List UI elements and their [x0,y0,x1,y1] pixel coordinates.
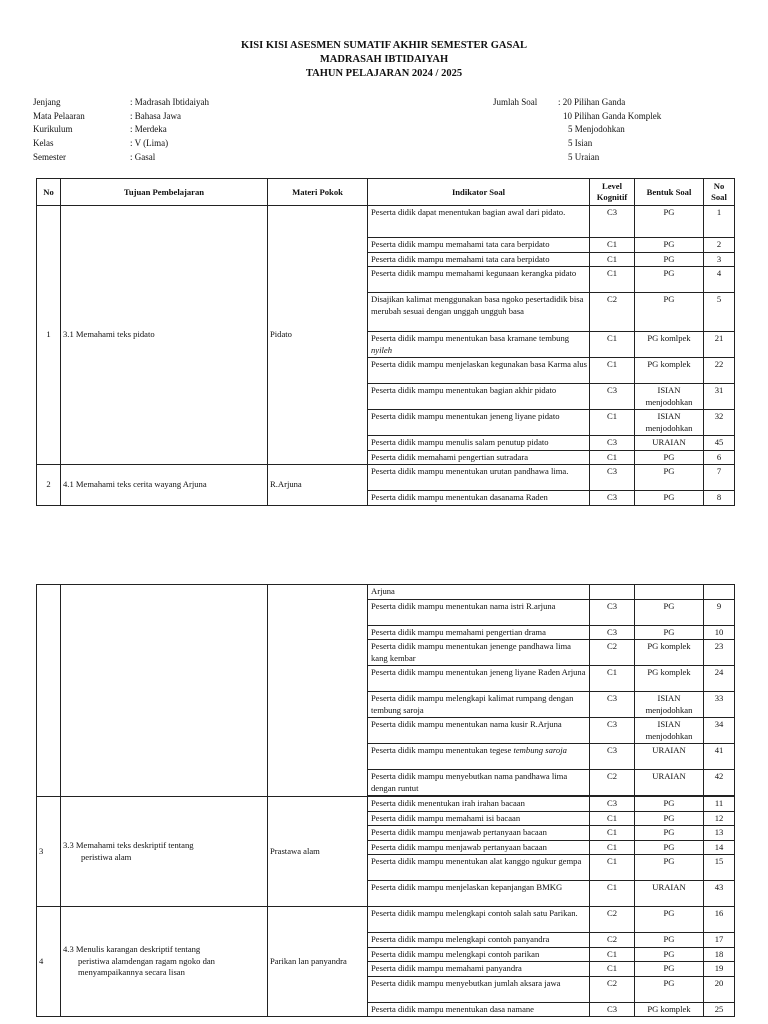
header-bentuk: Bentuk Soal [635,179,704,206]
nosoal-cell: 20 [704,976,735,1002]
meta-jumlah-soal-values [558,96,661,165]
nosoal-cell: 1 [704,206,735,238]
table-row [37,465,735,491]
table-row [37,206,735,238]
level-cell: C1 [590,840,635,855]
nosoal-cell: 33 [704,692,735,718]
kisi-kisi-table-page-1 [36,178,735,506]
header-nosoal [704,179,735,206]
indikator-cell: Peserta didik mampu melengkapi contoh salah satu Parikan. [368,907,590,933]
meta-jumlah-soal-label: Jumlah Soal [493,97,538,107]
nosoal-cell: 15 [704,855,735,881]
level-cell: C1 [590,410,635,436]
nosoal-cell: 22 [704,358,735,384]
table-row [37,907,735,933]
group-2-tujuan: 4.1 Memahami teks cerita wayang Arjuna [61,465,268,506]
group-4-tujuan-line-1: 4.3 Menulis karangan deskriptif tentang [63,944,201,955]
nosoal-cell: 4 [704,267,735,293]
level-cell: C1 [590,947,635,962]
bentuk-cell: PG [635,450,704,465]
nosoal-cell: 19 [704,962,735,977]
bentuk-cell: PG komplek [635,640,704,666]
bentuk-cell: PG [635,855,704,881]
group-2-no: 2 [37,465,61,506]
indikator-text: Peserta didik mampu menentukan basa kramane tembung [371,333,570,343]
indikator-cell: Peserta didik mampu melengkapi kalimat rumpang dengan tembung saroja [368,692,590,718]
level-cell: C3 [590,465,635,491]
nosoal-cell: 7 [704,465,735,491]
title-line-3: TAHUN PELAJARAN 2024 / 2025 [305,68,463,79]
bentuk-cell: PG [635,933,704,948]
group-3-tujuan [61,797,268,907]
nosoal-cell: 17 [704,933,735,948]
level-cell: C1 [590,666,635,692]
indikator-cell: Peserta didik mampu menulis salam penutup pidato [368,436,590,451]
level-cell: C3 [590,491,635,506]
indikator-cell: Peserta didik mampu menentukan urutan pandhawa lima. [368,465,590,491]
meta-value-kelas: : V (Lima) [130,138,169,149]
header-no: No [37,179,61,206]
indikator-italic-text: tembung saroja [513,745,567,755]
level-cell: C2 [590,640,635,666]
level-cell: C2 [590,907,635,933]
title-line-2: MADRASAH IBTIDAIYAH [319,54,449,65]
bentuk-cell: PG [635,491,704,506]
indikator-cell [368,744,590,770]
indikator-cell: Peserta didik mampu menentukan jenenge pandhawa lima kang kembar [368,640,590,666]
indikator-cell: Peserta didik mampu menentukan nama istri R.arjuna [368,599,590,625]
bentuk-cell: ISIAN menjodohkan [635,410,704,436]
level-cell: C3 [590,436,635,451]
group-3-materi: Prastawa alam [268,797,368,907]
bentuk-cell: PG komplek [635,1002,704,1017]
bentuk-cell: PG [635,826,704,841]
indikator-cell: Peserta didik menentukan irah irahan bacaan [368,797,590,812]
level-cell: C3 [590,692,635,718]
indikator-cell: Peserta didik mampu memahami isi bacaan [368,811,590,826]
group-3-tujuan-line-2: peristiwa alam [81,851,132,862]
bentuk-cell: PG komplek [635,666,704,692]
bentuk-cell: PG [635,267,704,293]
meta-labels [33,96,85,165]
level-cell: C3 [590,1002,635,1017]
indikator-cell: Peserta didik mampu melengkapi contoh parikan [368,947,590,962]
level-cell: C3 [590,599,635,625]
level-cell: C3 [590,744,635,770]
indikator-cell: Peserta didik mampu menjawab pertanyaan bacaan [368,840,590,855]
level-cell: C1 [590,811,635,826]
nosoal-cell: 6 [704,450,735,465]
bentuk-cell: PG [635,206,704,238]
level-cell: C1 [590,962,635,977]
nosoal-cell: 34 [704,718,735,744]
bentuk-cell: PG [635,976,704,1002]
bentuk-cell: PG [635,465,704,491]
meta-value-kurikulum: : Merdeka [130,124,167,135]
nosoal-cell: 3 [704,252,735,267]
group-1-tujuan: 3.1 Memahami teks pidato [61,206,268,465]
indikator-cell: Peserta didik mampu menjawab pertanyaan bacaan [368,826,590,841]
group-2-cont-no [37,585,61,797]
header-nosoal-1: No [713,181,725,191]
header-nosoal-2: Soal [711,192,727,202]
group-1-no: 1 [37,206,61,465]
indikator-cell: Peserta didik mampu memahami kegunaan kerangka pidato [368,267,590,293]
level-cell: C1 [590,332,635,358]
meta-values [130,96,209,165]
bentuk-cell: PG [635,625,704,640]
bentuk-cell: ISIAN menjodohkan [635,718,704,744]
table-header-row [37,179,735,206]
group-4-no: 4 [37,907,61,1017]
bentuk-cell: URAIAN [635,770,704,796]
header-indikator: Indikator Soal [368,179,590,206]
level-cell: C1 [590,238,635,253]
nosoal-cell: 16 [704,907,735,933]
nosoal-cell: 32 [704,410,735,436]
kisi-kisi-table-page-2 [36,584,735,1017]
indikator-cell: Peserta didik mampu menentukan nama kusir R.Arjuna [368,718,590,744]
level-cell: C1 [590,252,635,267]
group-3-no: 3 [37,797,61,907]
header-level-2: Kognitif [596,192,628,202]
indikator-cell: Peserta didik mampu menentukan bagian akhir pidato [368,384,590,410]
nosoal-cell: 43 [704,881,735,907]
meta-value-jenjang: : Madrasah Ibtidaiyah [130,97,209,107]
indikator-italic-text: nyileh [371,344,392,355]
indikator-cell: Arjuna [368,585,590,600]
bentuk-cell: PG [635,293,704,332]
level-cell: C1 [590,267,635,293]
level-cell: C2 [590,976,635,1002]
jumlah-soal-isian: 5 Isian [568,138,593,149]
bentuk-cell: PG [635,962,704,977]
nosoal-cell [704,585,735,600]
level-cell: C1 [590,855,635,881]
nosoal-cell: 9 [704,599,735,625]
level-cell: C2 [590,770,635,796]
level-cell: C3 [590,625,635,640]
nosoal-cell: 45 [704,436,735,451]
nosoal-cell: 2 [704,238,735,253]
table-row [37,797,735,812]
indikator-cell: Peserta didik mampu memahami panyandra [368,962,590,977]
bentuk-cell: PG [635,907,704,933]
bentuk-cell: PG [635,599,704,625]
meta-value-semester: : Gasal [130,151,156,162]
indikator-cell: Peserta didik mampu menjelaskan kegunakan basa Karma alus [368,358,590,384]
bentuk-cell: URAIAN [635,881,704,907]
group-4-tujuan-line-3: menyampaikannya secara lisan [78,967,185,978]
group-2-cont-tujuan [61,585,268,797]
group-1-materi: Pidato [268,206,368,465]
group-3-tujuan-line-1: 3.3 Memahami teks deskriptif tentang [63,840,194,850]
bentuk-cell: ISIAN menjodohkan [635,384,704,410]
group-4-tujuan [61,907,268,1017]
meta-label-jenjang: Jenjang [33,97,61,107]
jumlah-soal-uraian: 5 Uraian [568,151,600,162]
bentuk-cell: URAIAN [635,436,704,451]
bentuk-cell: PG [635,238,704,253]
nosoal-cell: 21 [704,332,735,358]
level-cell: C1 [590,450,635,465]
nosoal-cell: 42 [704,770,735,796]
level-cell: C3 [590,797,635,812]
nosoal-cell: 18 [704,947,735,962]
nosoal-cell: 12 [704,811,735,826]
jumlah-soal-pgk: 10 Pilihan Ganda Komplek [563,110,662,121]
indikator-cell: Peserta didik mampu memahami tata cara berpidato [368,238,590,253]
indikator-cell: Peserta didik mampu menjelaskan kepanjangan BMKG [368,881,590,907]
bentuk-cell: PG komplek [635,358,704,384]
indikator-cell: Peserta didik mampu menentukan alat kanggo ngukur gempa [368,855,590,881]
indikator-cell: Peserta didik mampu melengkapi contoh panyandra [368,933,590,948]
indikator-cell: Peserta didik mampu menyebutkan jumlah aksara jawa [368,976,590,1002]
meta-label-kurikulum: Kurikulum [33,124,73,135]
jumlah-soal-pg: : 20 Pilihan Ganda [558,97,626,107]
jumlah-soal-menjodohkan: 5 Menjodohkan [568,124,625,135]
nosoal-cell: 24 [704,666,735,692]
header-level [590,179,635,206]
nosoal-cell: 5 [704,293,735,332]
nosoal-cell: 8 [704,491,735,506]
level-cell: C2 [590,933,635,948]
indikator-cell: Peserta didik mampu menentukan dasa namane [368,1002,590,1017]
level-cell: C1 [590,881,635,907]
indikator-cell [368,332,590,358]
title-line-1: KISI KISI ASESMEN SUMATIF AKHIR SEMESTER GASAL [241,40,527,51]
meta-value-mapel: : Bahasa Jawa [130,110,181,121]
meta-label-mapel: Mata Pelaaran [33,110,85,121]
nosoal-cell: 23 [704,640,735,666]
indikator-cell: Peserta didik mampu memahami pengertian drama [368,625,590,640]
indikator-cell: Peserta didik memahami pengertian sutradara [368,450,590,465]
level-cell: C2 [590,293,635,332]
level-cell [590,585,635,600]
bentuk-cell: PG [635,811,704,826]
bentuk-cell [635,585,704,600]
indikator-cell: Peserta didik dapat menentukan bagian awal dari pidato. [368,206,590,238]
indikator-text: Peserta didik mampu menentukan tegese [371,745,514,755]
level-cell: C1 [590,826,635,841]
nosoal-cell: 11 [704,797,735,812]
header-level-1: Level [601,181,623,191]
level-cell: C3 [590,384,635,410]
indikator-cell: Peserta didik mampu menentukan jeneng liyane pidato [368,410,590,436]
bentuk-cell: PG [635,840,704,855]
bentuk-cell: PG [635,252,704,267]
group-2-materi: R.Arjuna [268,465,368,506]
group-4-tujuan-line-2: peristiwa alamdengan ragam ngoko dan [78,955,215,966]
meta-label-semester: Semester [33,151,66,162]
bentuk-cell: ISIAN menjodohkan [635,692,704,718]
bentuk-cell: URAIAN [635,744,704,770]
group-2-cont-materi [268,585,368,797]
nosoal-cell: 41 [704,744,735,770]
level-cell: C3 [590,718,635,744]
meta-label-kelas: Kelas [33,138,54,149]
indikator-cell: Disajikan kalimat menggunakan basa ngoko pesertadidik bisa merubah sesuai dengan unggah ungguh basa [368,293,590,332]
bentuk-cell: PG [635,947,704,962]
header-materi: Materi Pokok [268,179,368,206]
header-tujuan: Tujuan Pembelajaran [61,179,268,206]
indikator-cell: Peserta didik mampu menentukan dasanama Raden [368,491,590,506]
group-4-materi: Parikan lan panyandra [268,907,368,1017]
indikator-cell: Peserta didik mampu memahami tata cara berpidato [368,252,590,267]
nosoal-cell: 14 [704,840,735,855]
nosoal-cell: 31 [704,384,735,410]
bentuk-cell: PG komlpek [635,332,704,358]
nosoal-cell: 25 [704,1002,735,1017]
level-cell: C1 [590,358,635,384]
nosoal-cell: 10 [704,625,735,640]
bentuk-cell: PG [635,797,704,812]
nosoal-cell: 13 [704,826,735,841]
indikator-cell: Peserta didik mampu menentukan jeneng liyane Raden Arjuna [368,666,590,692]
level-cell: C3 [590,206,635,238]
indikator-cell: Peserta didik mampu menyebutkan nama pandhawa lima dengan runtut [368,770,590,796]
table-row [37,585,735,600]
